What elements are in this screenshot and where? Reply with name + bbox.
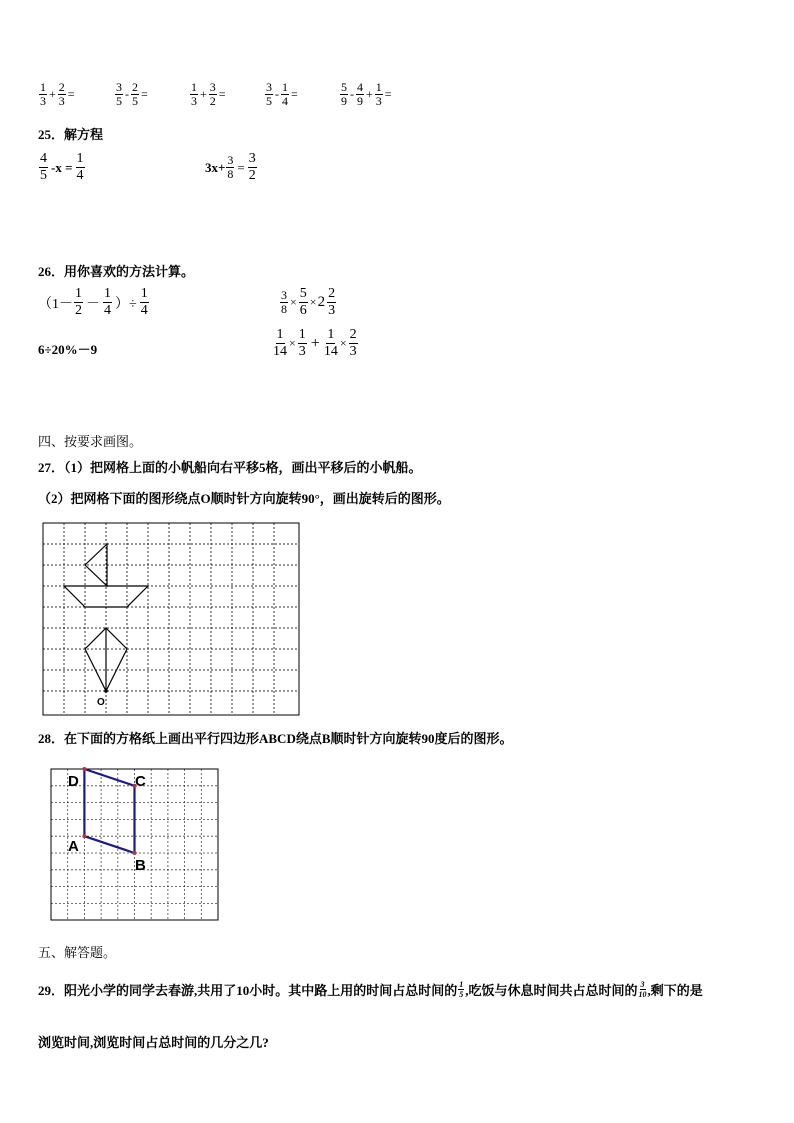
q27-line-1: 27．（1）把网格上面的小帆船向右平移5格，画出平移后的小帆船。 (38, 460, 422, 475)
fraction: $\frac{3}{2}$ (248, 151, 256, 183)
fraction: $\frac{2}{3}$ (58, 80, 65, 108)
q26-expression-3: 6÷20%－9 (38, 342, 98, 357)
q26-expression-1: （1－ $\frac{1}{2}$ － $\frac{1}{4}$ ）÷ $\frac{1}{4}$ (38, 286, 148, 318)
fraction: $\frac{3}{8}$ (227, 153, 234, 181)
q29-line-2: 浏览时间,浏览时间占总时间的几分之几? (38, 1035, 269, 1050)
label-b: B (135, 857, 146, 874)
label-c: C (135, 773, 146, 790)
label-d: D (68, 773, 79, 790)
q27-line-2: （2）把网格下面的图形绕点O顺时针方向旋转90°，画出旋转后的图形。 (38, 491, 450, 506)
q24-item-3: $\frac{1}{3}$ + $\frac{3}{2}$ = (191, 80, 226, 108)
q25-equation-1: $\frac{4}{5}$ -x = $\frac{1}{4}$ (40, 151, 84, 183)
q24-item-5: $\frac{5}{9}$ - $\frac{4}{9}$ + $\frac{1}{3}$ = (341, 80, 392, 108)
fraction: $\frac{1}{4}$ (76, 151, 84, 183)
q26-title: 26．用你喜欢的方法计算。 (38, 264, 195, 279)
fraction: $\frac{1}{3}$ (375, 80, 382, 108)
fraction: $\frac{3}{10}$ (638, 980, 647, 999)
fraction: $\frac{1}{3}$ (191, 80, 197, 108)
fraction: $\frac{4}{9}$ (357, 80, 363, 108)
q26-expression-4: $\frac{1}{14}$ × $\frac{1}{3}$ + $\frac{1}{14}$ × $\frac{2}{3}$ (273, 327, 357, 359)
fraction: $\frac{1}{3}$ (40, 80, 46, 108)
q28-grid-figure (48, 766, 222, 924)
mixed-number: 2 $\frac{2}{3}$ (317, 286, 336, 318)
fraction: $\frac{5}{6}$ (299, 286, 307, 318)
fraction: $\frac{1}{4}$ (140, 286, 148, 318)
fraction: $\frac{2}{3}$ (328, 286, 336, 318)
point-o-label: O (97, 697, 105, 708)
grid-lines (43, 523, 299, 715)
fraction: $\frac{1}{5}$ (459, 980, 464, 999)
parallelogram-abcd (84, 769, 134, 853)
fraction: $\frac{3}{8}$ (281, 288, 287, 316)
vertex-b (133, 851, 137, 855)
point-o (104, 689, 108, 693)
q27-grid-figure (40, 520, 302, 718)
fraction: $\frac{3}{5}$ (116, 80, 122, 108)
grid-border (43, 523, 299, 715)
fraction: $\frac{1}{4}$ (282, 80, 288, 108)
q24-item-1: $\frac{1}{3}$ + $\frac{2}{3}$ = (40, 80, 75, 108)
q24-item-2: $\frac{3}{5}$ - $\frac{2}{5}$ = (116, 80, 148, 108)
q25-title: 25．解方程 (38, 127, 104, 142)
vertex-a (82, 834, 86, 838)
kite-shape (85, 628, 127, 691)
vertex-d (82, 767, 86, 771)
fraction: $\frac{3}{5}$ (266, 80, 272, 108)
fraction: $\frac{1}{3}$ (298, 327, 306, 359)
q29-line-1: 29．阳光小学的同学去春游,共用了10小时。其中路上用的时间占总时间的 $\frac{1}{5}$ ,吃饭与休息时间共占总时间的 $\frac{3}{10}$ ,剩下的是 (38, 980, 703, 999)
fraction: $\frac{3}{2}$ (209, 80, 216, 108)
label-a: A (68, 838, 79, 855)
section-4-heading: 四、按要求画图。 (38, 434, 143, 449)
fraction: $\frac{2}{5}$ (132, 80, 138, 108)
fraction: $\frac{5}{9}$ (341, 80, 347, 108)
fraction: $\frac{2}{3}$ (349, 327, 357, 359)
q26-expression-2: $\frac{3}{8}$ × $\frac{5}{6}$ × 2 $\frac{2}{3}$ (281, 286, 336, 318)
fraction: $\frac{1}{14}$ (273, 327, 287, 359)
fraction: $\frac{1}{2}$ (75, 286, 82, 318)
q24-item-4: $\frac{3}{5}$ - $\frac{1}{4}$ = (266, 80, 298, 108)
fraction: $\frac{4}{5}$ (40, 151, 47, 183)
q25-equation-2: 3x+ $\frac{3}{8}$ = $\frac{3}{2}$ (205, 151, 256, 183)
q28-text: 28．在下面的方格纸上画出平行四边形ABCD绕点B顺时针方向旋转90度后的图形。 (38, 731, 513, 746)
fraction: $\frac{1}{14}$ (323, 327, 338, 359)
fraction: $\frac{1}{4}$ (104, 286, 111, 318)
section-5-heading: 五、解答题。 (38, 945, 117, 960)
